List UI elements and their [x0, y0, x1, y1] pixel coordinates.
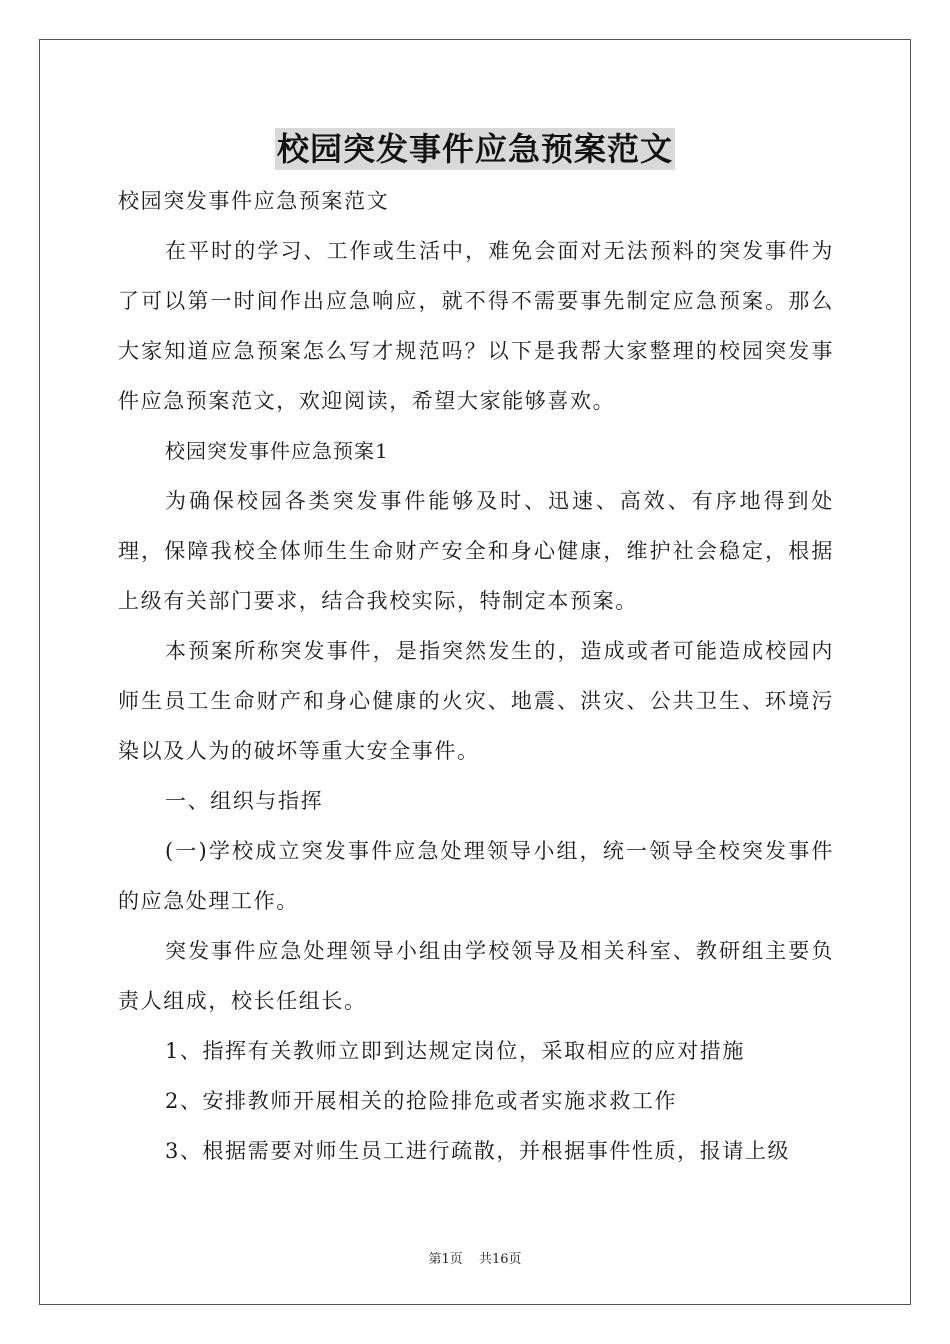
page-number: 第1页 [428, 1252, 463, 1267]
document-body [118, 176, 834, 1176]
list-item-3: 3、根据需要对师生员工进行疏散，并根据事件性质，报请上级 [165, 1139, 791, 1163]
paragraph-leadership-group: (一)学校成立突发事件应急处理领导小组，统一领导全校突发事件的应急处理工作。 [118, 839, 834, 913]
paragraph-group-composition: 突发事件应急处理领导小组由学校领导及相关科室、教研组主要负责人组成，校长任组长。 [118, 939, 834, 1013]
paragraph-purpose: 为确保校园各类突发事件能够及时、迅速、高效、有序地得到处理，保障我校全体师生生命财产安全和身心健康，维护社会稳定，根据上级有关部门要求，结合我校实际，特制定本预案。 [118, 489, 834, 613]
section-heading-plan-1: 校园突发事件应急预案1 [165, 439, 389, 463]
paragraph-intro: 在平时的学习、工作或生活中，难免会面对无法预料的突发事件为了可以第一时间作出应急响应，就不得不需要事先制定应急预案。那么大家知道应急预案怎么写才规范吗？以下是我帮大家整理的校园突发事件应急预案范文，欢迎阅读，希望大家能够喜欢。 [118, 239, 834, 413]
document-subtitle: 校园突发事件应急预案范文 [118, 189, 390, 213]
title-container [0, 128, 950, 170]
document-title: 校园突发事件应急预案范文 [276, 130, 673, 168]
section-heading-organization: 一、组织与指挥 [165, 789, 324, 813]
list-item-1: 1、指挥有关教师立即到达规定岗位，采取相应的应对措施 [165, 1039, 745, 1063]
page-total: 共16页 [478, 1252, 522, 1267]
page-footer [0, 1248, 950, 1267]
paragraph-definition: 本预案所称突发事件，是指突然发生的，造成或者可能造成校园内师生员工生命财产和身心健康的火灾、地震、洪灾、公共卫生、环境污染以及人为的破坏等重大安全事件。 [118, 639, 834, 763]
list-item-2: 2、安排教师开展相关的抢险排危或者实施求救工作 [165, 1089, 678, 1113]
